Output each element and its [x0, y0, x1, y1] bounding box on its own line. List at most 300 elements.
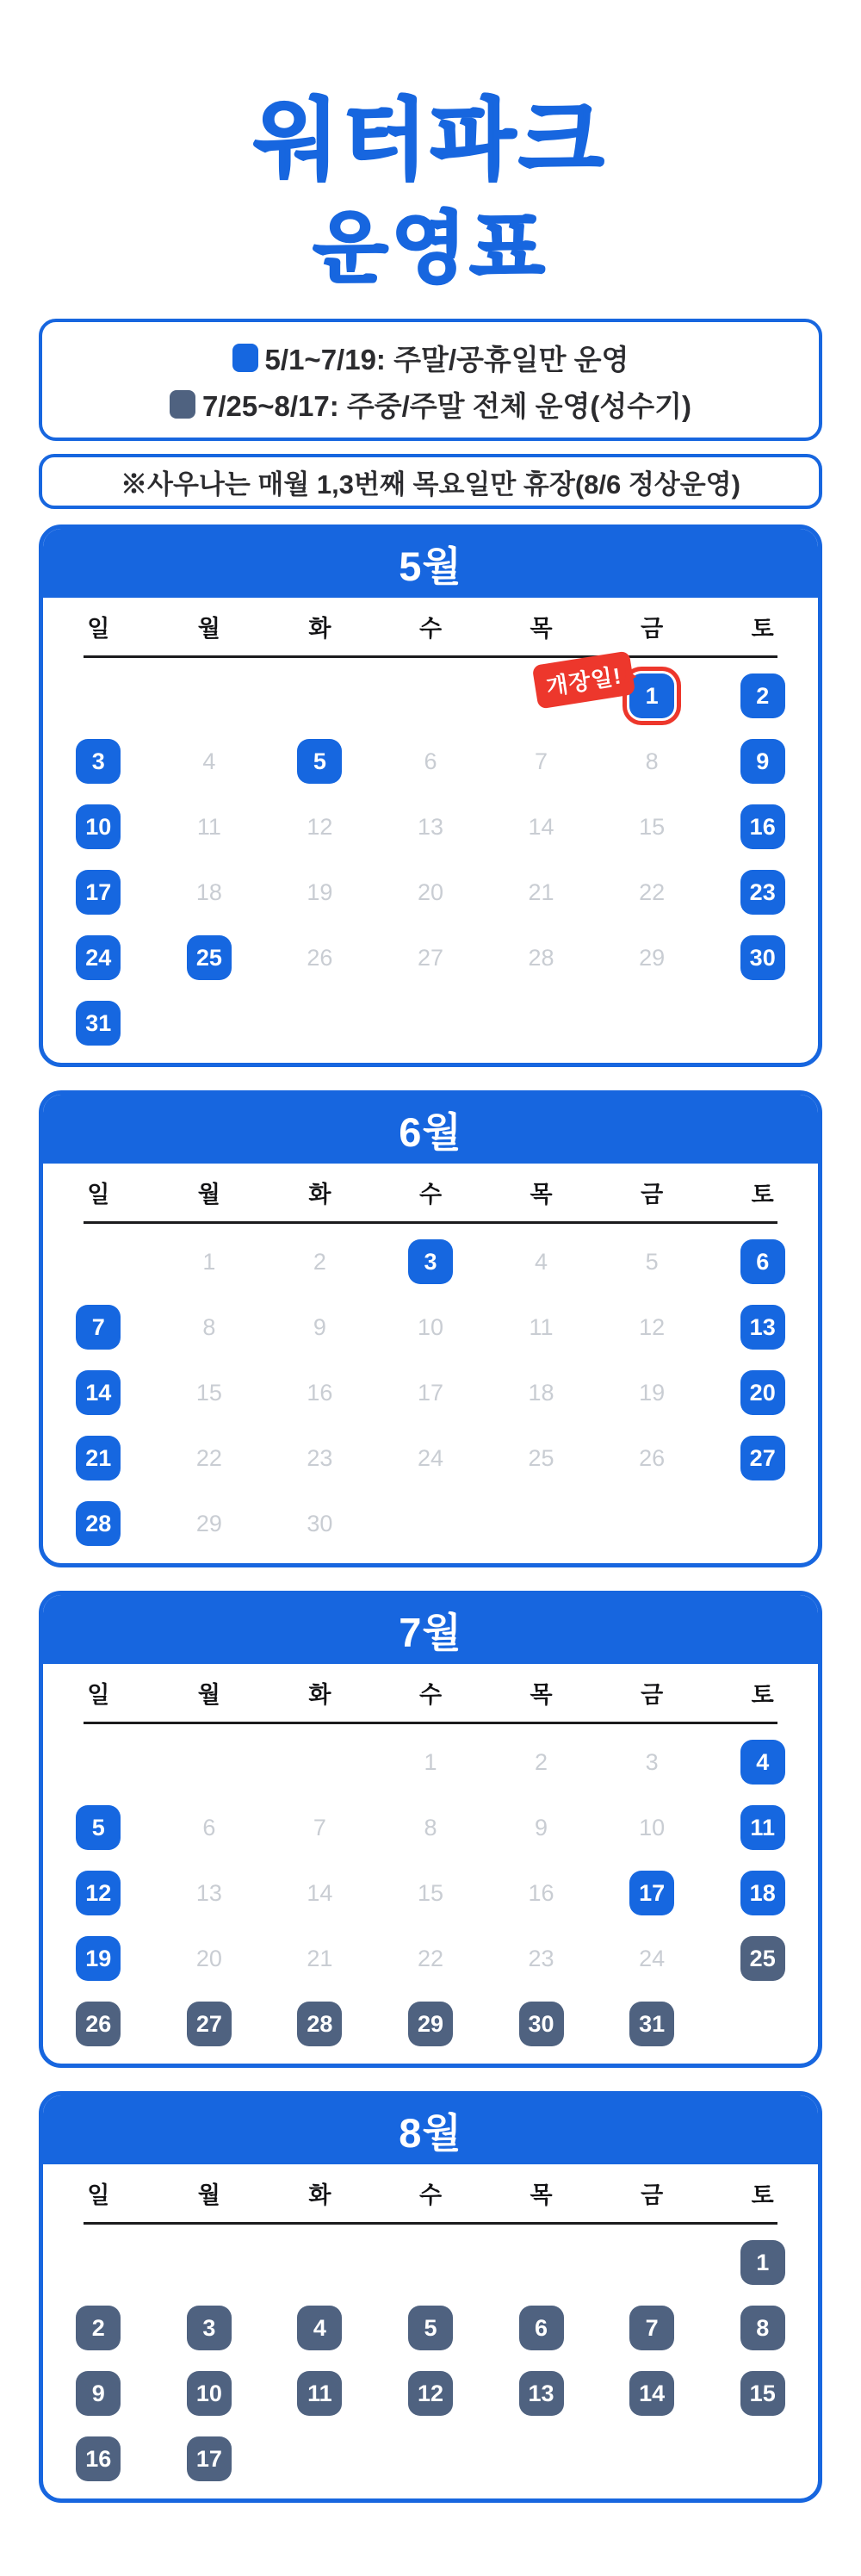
empty-day-slot	[707, 1991, 818, 2057]
empty-day-slot	[264, 990, 375, 1056]
empty-day-slot	[43, 2230, 154, 2295]
day-slot	[707, 1229, 818, 1294]
day-slot	[375, 2295, 486, 2361]
day-cell-july-26: 26	[76, 2002, 121, 2046]
day-slot	[486, 1729, 597, 1795]
day-cell-may-11: 11	[196, 813, 221, 840]
day-slot	[264, 860, 375, 925]
weekday-header-row	[43, 1164, 818, 1221]
day-cell-august-14: 14	[629, 2371, 674, 2416]
day-cell-may-13: 13	[417, 813, 443, 840]
day-slot	[375, 925, 486, 990]
day-cell-may-9: 9	[740, 739, 785, 784]
day-slot	[486, 1795, 597, 1860]
empty-day-slot	[486, 2426, 597, 2492]
day-cell-may-21: 21	[528, 878, 554, 905]
empty-day-slot	[707, 1491, 818, 1556]
empty-day-slot	[707, 2426, 818, 2492]
day-cell-june-26: 26	[639, 1444, 666, 1471]
day-cell-july-21: 21	[307, 1945, 333, 1971]
weekday-label: 목	[530, 1182, 553, 1207]
day-slot	[486, 729, 597, 794]
day-slot	[43, 1926, 154, 1991]
empty-day-slot	[375, 663, 486, 729]
day-cell-june-27: 27	[740, 1436, 785, 1480]
day-slot	[154, 1991, 265, 2057]
day-slot	[597, 729, 708, 794]
day-slot	[597, 860, 708, 925]
day-slot	[597, 2295, 708, 2361]
day-cell-july-24: 24	[639, 1945, 666, 1971]
day-cell-august-11: 11	[297, 2371, 342, 2416]
day-slot	[707, 1360, 818, 1425]
weekday-label: 월	[197, 2182, 220, 2208]
weekday-header-row	[43, 598, 818, 655]
day-cell-july-25: 25	[740, 1936, 785, 1981]
day-cell-june-10: 10	[417, 1313, 443, 1340]
day-slot	[375, 794, 486, 860]
day-cell-august-13: 13	[519, 2371, 564, 2416]
legend-box	[39, 319, 822, 441]
weekday-label: 화	[308, 1182, 331, 1207]
day-cell-june-5: 5	[645, 1248, 659, 1275]
day-slot	[43, 1795, 154, 1860]
day-grid	[43, 2225, 818, 2498]
day-cell-june-1: 1	[202, 1248, 216, 1275]
day-cell-may-16: 16	[740, 804, 785, 849]
day-cell-july-19: 19	[76, 1936, 121, 1981]
day-cell-june-21: 21	[76, 1436, 121, 1480]
day-slot	[486, 1926, 597, 1991]
day-slot	[264, 1229, 375, 1294]
day-slot	[43, 794, 154, 860]
day-slot	[43, 729, 154, 794]
day-slot	[43, 925, 154, 990]
empty-day-slot	[264, 1729, 375, 1795]
weekday-label: 금	[641, 1682, 664, 1708]
weekday-label: 일	[87, 2182, 110, 2208]
day-cell-june-13: 13	[740, 1305, 785, 1350]
day-slot	[154, 794, 265, 860]
day-slot	[707, 729, 818, 794]
day-cell-july-14: 14	[307, 1879, 333, 1906]
day-cell-may-26: 26	[307, 944, 333, 971]
day-slot	[486, 794, 597, 860]
day-slot	[264, 1795, 375, 1860]
day-slot	[154, 1229, 265, 1294]
day-slot	[43, 2361, 154, 2426]
day-slot	[544, 662, 708, 729]
day-slot	[375, 1729, 486, 1795]
day-slot	[486, 1360, 597, 1425]
weekday-label: 수	[418, 616, 443, 642]
day-slot	[486, 1294, 597, 1360]
day-cell-july-9: 9	[535, 1814, 548, 1840]
day-cell-july-12: 12	[76, 1871, 121, 1915]
day-slot	[597, 1729, 708, 1795]
day-cell-may-24: 24	[76, 935, 121, 980]
empty-day-slot	[375, 990, 486, 1056]
empty-day-slot	[43, 1229, 154, 1294]
day-cell-may-27: 27	[417, 944, 443, 971]
empty-day-slot	[154, 2230, 265, 2295]
day-slot	[264, 1425, 375, 1491]
weekday-label: 수	[418, 1682, 443, 1708]
day-cell-july-27: 27	[187, 2002, 232, 2046]
day-slot	[154, 2295, 265, 2361]
day-slot	[597, 2361, 708, 2426]
day-slot	[43, 860, 154, 925]
day-slot	[707, 2230, 818, 2295]
day-cell-may-22: 22	[639, 878, 666, 905]
weekday-label: 토	[751, 2182, 774, 2208]
day-cell-july-20: 20	[195, 1945, 222, 1971]
day-cell-august-8: 8	[740, 2306, 785, 2350]
day-cell-july-8: 8	[424, 1814, 437, 1840]
weekday-label: 월	[197, 1182, 220, 1207]
day-cell-may-19: 19	[307, 878, 333, 905]
day-slot	[707, 1729, 818, 1795]
day-slot	[43, 1491, 154, 1556]
day-slot	[264, 729, 375, 794]
day-slot	[375, 1360, 486, 1425]
day-slot	[43, 1425, 154, 1491]
day-slot	[154, 925, 265, 990]
day-grid	[43, 658, 818, 1063]
empty-day-slot	[154, 990, 265, 1056]
day-cell-june-2: 2	[313, 1248, 326, 1275]
day-slot	[264, 2295, 375, 2361]
day-slot	[375, 729, 486, 794]
day-slot	[375, 1425, 486, 1491]
day-slot	[154, 1926, 265, 1991]
weekday-label: 일	[87, 616, 110, 642]
page-title	[0, 0, 861, 292]
day-cell-may-14: 14	[528, 813, 554, 840]
day-cell-may-25: 25	[187, 935, 232, 980]
weekday-label: 금	[641, 2182, 664, 2208]
day-cell-august-3: 3	[187, 2306, 232, 2350]
day-slot	[375, 2361, 486, 2426]
weekday-label: 금	[641, 616, 664, 642]
day-cell-august-6: 6	[519, 2306, 564, 2350]
day-cell-august-2: 2	[76, 2306, 121, 2350]
day-slot	[486, 2295, 597, 2361]
day-slot	[154, 1860, 265, 1926]
weekday-label: 목	[530, 1682, 553, 1708]
day-cell-june-22: 22	[195, 1444, 222, 1471]
day-cell-june-28: 28	[76, 1501, 121, 1546]
day-cell-may-29: 29	[639, 944, 666, 971]
day-slot	[707, 1795, 818, 1860]
day-grid	[43, 1724, 818, 2064]
day-slot	[154, 860, 265, 925]
month-title-may: 5월	[43, 529, 818, 598]
day-cell-july-16: 16	[528, 1879, 554, 1906]
day-slot	[597, 1926, 708, 1991]
day-slot	[486, 1991, 597, 2057]
day-cell-august-7: 7	[629, 2306, 674, 2350]
weekday-label: 일	[87, 1682, 110, 1708]
empty-day-slot	[264, 663, 375, 729]
weekday-label: 수	[418, 1182, 443, 1207]
empty-day-slot	[375, 2426, 486, 2492]
day-slot	[154, 1425, 265, 1491]
weekday-label: 토	[751, 1182, 774, 1207]
day-slot	[597, 1795, 708, 1860]
empty-day-slot	[154, 663, 265, 729]
legend-item-label: 7/25~8/17: 주중/주말 전체 운영(성수기)	[201, 389, 692, 422]
day-cell-may-17: 17	[76, 870, 121, 915]
day-cell-june-3: 3	[408, 1239, 453, 1284]
day-slot	[375, 1229, 486, 1294]
day-cell-july-15: 15	[417, 1879, 443, 1906]
day-slot	[264, 2361, 375, 2426]
weekday-label: 월	[197, 1682, 220, 1708]
day-slot	[707, 2295, 818, 2361]
day-slot	[597, 1860, 708, 1926]
day-cell-july-30: 30	[519, 2002, 564, 2046]
calendar-august	[39, 2091, 822, 2503]
day-cell-may-8: 8	[645, 748, 659, 774]
sauna-note-text: ※사우나는 매월 1,3번째 목요일만 휴장(8/6 정상운영)	[121, 469, 740, 500]
day-slot	[43, 1860, 154, 1926]
weekday-label: 목	[530, 2182, 553, 2208]
day-slot	[43, 2426, 154, 2492]
day-cell-august-10: 10	[187, 2371, 232, 2416]
empty-day-slot	[486, 990, 597, 1056]
empty-day-slot	[707, 990, 818, 1056]
day-slot	[375, 860, 486, 925]
day-cell-july-18: 18	[740, 1871, 785, 1915]
weekday-label: 토	[751, 616, 774, 642]
page-title-line2: 운영표	[313, 206, 548, 292]
day-slot	[597, 1229, 708, 1294]
day-cell-july-2: 2	[535, 1748, 548, 1775]
day-cell-july-10: 10	[639, 1814, 666, 1840]
day-cell-june-17: 17	[417, 1379, 443, 1406]
day-slot	[264, 1860, 375, 1926]
day-slot	[264, 1294, 375, 1360]
day-cell-may-3: 3	[76, 739, 121, 784]
day-cell-june-7: 7	[76, 1305, 121, 1350]
month-title-july: 7월	[43, 1595, 818, 1664]
day-slot	[375, 1860, 486, 1926]
day-cell-may-7: 7	[535, 748, 548, 774]
day-cell-june-25: 25	[528, 1444, 554, 1471]
day-cell-july-31: 31	[629, 2002, 674, 2046]
day-cell-june-19: 19	[639, 1379, 666, 1406]
day-slot	[154, 1360, 265, 1425]
day-slot	[264, 794, 375, 860]
day-cell-may-28: 28	[528, 944, 554, 971]
day-cell-july-3: 3	[645, 1748, 659, 1775]
empty-day-slot	[264, 2230, 375, 2295]
day-cell-may-23: 23	[740, 870, 785, 915]
day-cell-may-1: 1	[629, 673, 674, 718]
weekday-label: 화	[308, 2182, 331, 2208]
day-cell-june-14: 14	[76, 1370, 121, 1415]
day-cell-may-4: 4	[202, 748, 216, 774]
day-slot	[597, 794, 708, 860]
day-cell-may-20: 20	[417, 878, 443, 905]
day-slot	[707, 1926, 818, 1991]
peak-color-swatch	[170, 390, 195, 419]
empty-day-slot	[486, 2230, 597, 2295]
day-slot	[375, 1795, 486, 1860]
empty-day-slot	[486, 1491, 597, 1556]
weekday-label: 화	[308, 616, 331, 642]
day-slot	[154, 1795, 265, 1860]
day-cell-august-12: 12	[408, 2371, 453, 2416]
day-cell-july-28: 28	[297, 2002, 342, 2046]
day-slot	[154, 729, 265, 794]
day-slot	[597, 1294, 708, 1360]
day-slot	[486, 2361, 597, 2426]
weekday-label: 토	[751, 1682, 774, 1708]
day-cell-july-22: 22	[417, 1945, 443, 1971]
day-cell-july-4: 4	[740, 1740, 785, 1785]
day-slot	[486, 860, 597, 925]
empty-day-slot	[375, 2230, 486, 2295]
day-cell-july-7: 7	[313, 1814, 326, 1840]
day-cell-july-5: 5	[76, 1805, 121, 1850]
weekday-header-row	[43, 2164, 818, 2222]
day-slot	[264, 1491, 375, 1556]
day-slot	[264, 1360, 375, 1425]
day-cell-july-13: 13	[195, 1879, 222, 1906]
empty-day-slot	[264, 2426, 375, 2492]
day-slot	[154, 2426, 265, 2492]
day-slot	[707, 1294, 818, 1360]
weekday-label: 목	[530, 616, 553, 642]
opening-day-badge: 개장일!	[532, 650, 636, 709]
day-cell-june-24: 24	[417, 1444, 443, 1471]
empty-day-slot	[597, 2426, 708, 2492]
day-cell-july-6: 6	[202, 1814, 216, 1840]
day-slot	[375, 1991, 486, 2057]
day-slot	[154, 1491, 265, 1556]
day-slot	[375, 1926, 486, 1991]
day-slot	[707, 860, 818, 925]
day-cell-august-17: 17	[187, 2436, 232, 2481]
empty-day-slot	[43, 1729, 154, 1795]
day-cell-june-15: 15	[195, 1379, 222, 1406]
day-cell-june-6: 6	[740, 1239, 785, 1284]
day-cell-june-23: 23	[307, 1444, 333, 1471]
day-cell-july-29: 29	[408, 2002, 453, 2046]
day-cell-august-15: 15	[740, 2371, 785, 2416]
day-slot	[375, 1294, 486, 1360]
day-cell-august-9: 9	[76, 2371, 121, 2416]
day-cell-may-30: 30	[740, 935, 785, 980]
weekday-label: 일	[87, 1182, 110, 1207]
page-title-line1: 워터파크	[253, 91, 608, 189]
day-cell-june-16: 16	[307, 1379, 333, 1406]
day-slot	[486, 1229, 597, 1294]
day-cell-august-1: 1	[740, 2240, 785, 2285]
empty-day-slot	[597, 2230, 708, 2295]
day-slot	[264, 1991, 375, 2057]
day-cell-june-4: 4	[535, 1248, 548, 1275]
calendar-july	[39, 1591, 822, 2068]
day-cell-may-6: 6	[424, 748, 437, 774]
day-cell-may-5: 5	[297, 739, 342, 784]
day-slot	[43, 990, 154, 1056]
day-grid	[43, 1224, 818, 1563]
day-slot	[154, 2361, 265, 2426]
day-slot	[707, 925, 818, 990]
weekday-header-row	[43, 1664, 818, 1722]
legend-item-peak	[42, 381, 819, 427]
calendar-list	[39, 525, 822, 2503]
day-cell-may-12: 12	[307, 813, 333, 840]
calendar-june	[39, 1090, 822, 1567]
weekday-label: 화	[308, 1682, 331, 1708]
day-cell-june-9: 9	[313, 1313, 326, 1340]
day-slot	[597, 1425, 708, 1491]
weekday-label: 수	[418, 2182, 443, 2208]
day-slot	[597, 1991, 708, 2057]
weekday-label: 월	[197, 616, 220, 642]
day-cell-august-4: 4	[297, 2306, 342, 2350]
day-slot	[486, 1425, 597, 1491]
day-cell-june-18: 18	[528, 1379, 554, 1406]
day-slot	[597, 1360, 708, 1425]
day-slot	[486, 925, 597, 990]
day-slot	[707, 1425, 818, 1491]
day-slot	[264, 925, 375, 990]
day-cell-may-31: 31	[76, 1001, 121, 1046]
day-cell-july-1: 1	[424, 1748, 437, 1775]
empty-day-slot	[375, 1491, 486, 1556]
day-slot	[154, 1294, 265, 1360]
day-slot	[707, 1860, 818, 1926]
day-slot	[707, 2361, 818, 2426]
day-cell-july-11: 11	[740, 1805, 785, 1850]
empty-day-slot	[597, 990, 708, 1056]
day-cell-june-20: 20	[740, 1370, 785, 1415]
empty-day-slot	[154, 1729, 265, 1795]
day-cell-august-16: 16	[76, 2436, 121, 2481]
day-cell-june-8: 8	[202, 1313, 216, 1340]
day-slot	[43, 1360, 154, 1425]
day-cell-june-12: 12	[639, 1313, 666, 1340]
sauna-note-box	[39, 454, 822, 509]
day-cell-may-10: 10	[76, 804, 121, 849]
day-cell-august-5: 5	[408, 2306, 453, 2350]
day-cell-may-2: 2	[740, 673, 785, 718]
day-slot	[43, 1991, 154, 2057]
day-slot	[597, 925, 708, 990]
day-cell-june-29: 29	[195, 1510, 222, 1536]
weekday-label: 금	[641, 1182, 664, 1207]
month-title-august: 8월	[43, 2095, 818, 2164]
day-cell-may-15: 15	[639, 813, 666, 840]
month-title-june: 6월	[43, 1095, 818, 1164]
day-slot	[43, 2295, 154, 2361]
empty-day-slot	[43, 663, 154, 729]
day-cell-june-11: 11	[529, 1313, 554, 1340]
legend-item-weekend	[42, 334, 819, 381]
day-slot	[707, 794, 818, 860]
day-slot	[707, 663, 818, 729]
day-cell-july-23: 23	[528, 1945, 554, 1971]
day-cell-july-17: 17	[629, 1871, 674, 1915]
day-cell-june-30: 30	[307, 1510, 333, 1536]
weekend-color-swatch	[232, 344, 258, 372]
empty-day-slot	[597, 1491, 708, 1556]
